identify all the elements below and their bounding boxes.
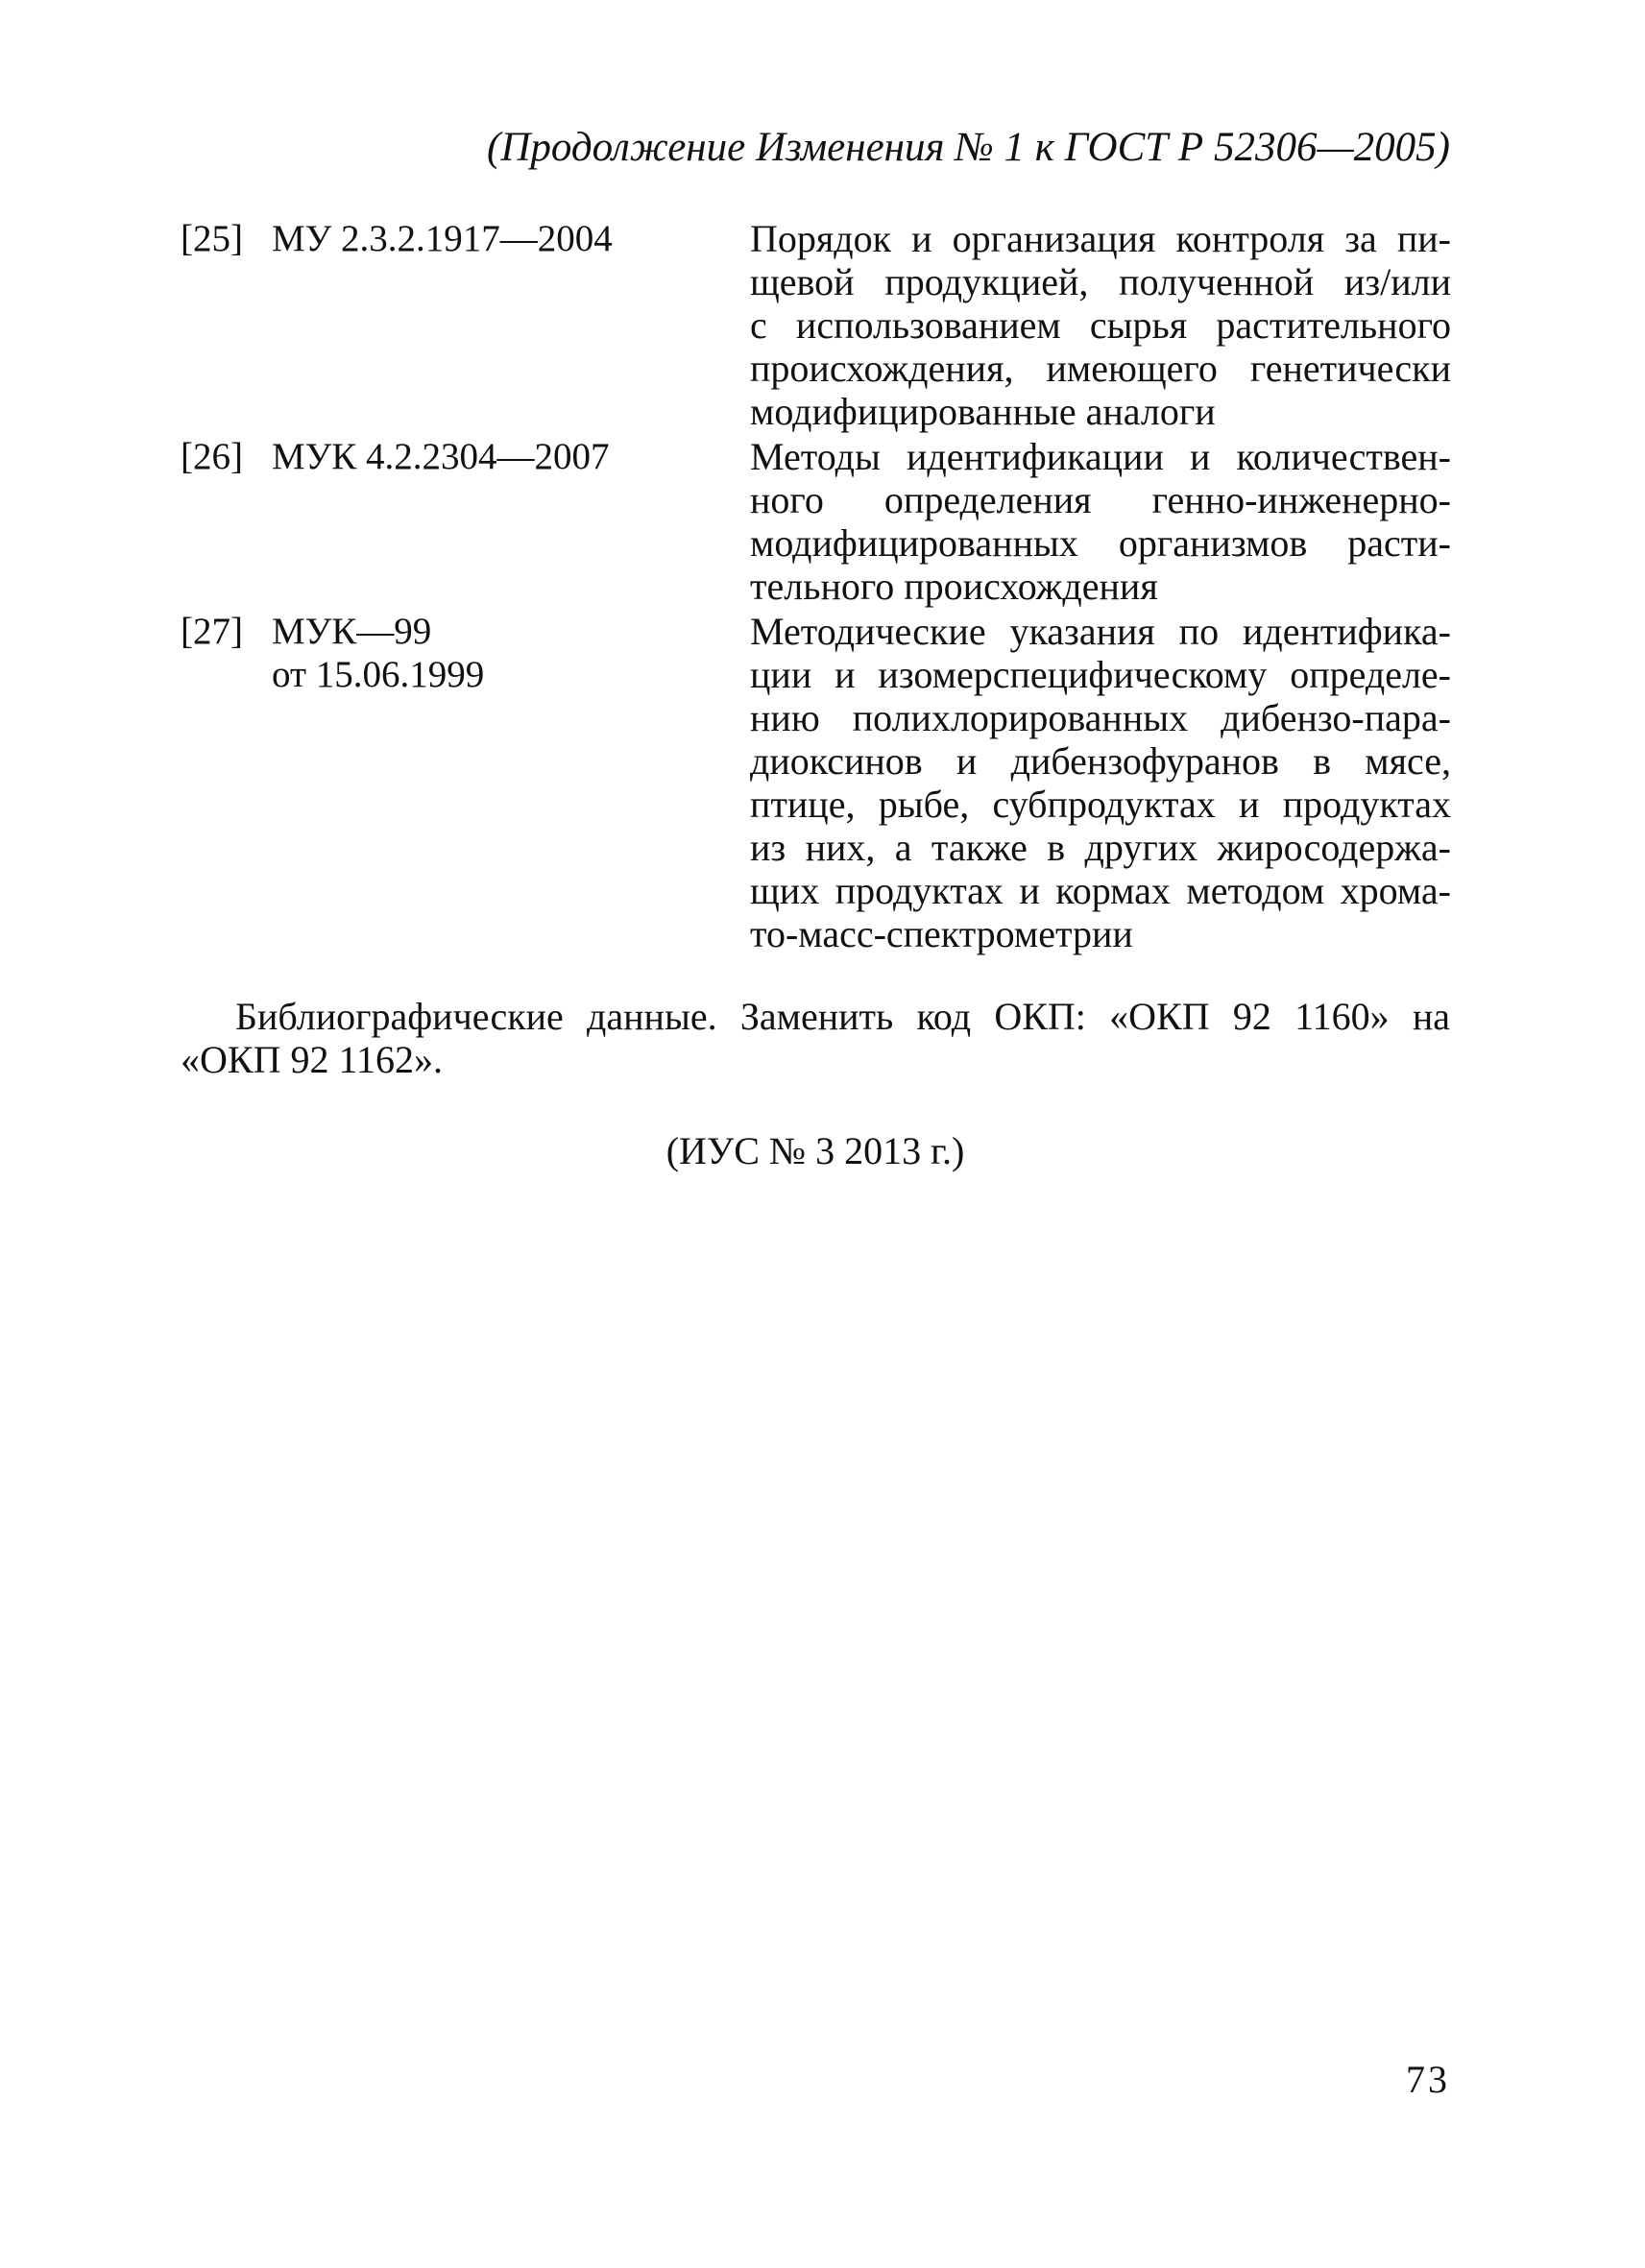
reference-list <box>181 217 1458 957</box>
description-line: нию полихлорированных дибензо-пара- <box>750 696 1451 739</box>
reference-number: [25] <box>181 218 243 259</box>
reference-description <box>750 435 1451 608</box>
description-line: Порядок и организация контроля за пи- <box>750 217 1451 260</box>
description-line: модифицированные аналоги <box>750 390 1216 433</box>
description-line: Методы идентификации и количествен- <box>750 435 1451 478</box>
description-line: ного определения генно-инженерно- <box>750 478 1451 521</box>
description-line: щих продуктах и кормах методом хрома- <box>750 869 1451 912</box>
description-line: птице, рыбе, субпродуктах и продуктах <box>750 783 1451 826</box>
reference-code <box>272 217 750 260</box>
reference-code-line: МУ 2.3.2.1917—2004 <box>272 218 613 259</box>
description-line: модифицированных организмов расти- <box>750 521 1451 565</box>
description-line: щевой продукцией, полученной из/или <box>750 260 1451 303</box>
reference-code <box>272 610 750 696</box>
description-line: с использованием сырья растительного <box>750 303 1451 347</box>
reference-code <box>272 435 750 478</box>
reference-description <box>750 217 1451 433</box>
description-line: тельного происхождения <box>750 565 1158 608</box>
reference-code-line: от 15.06.1999 <box>272 654 485 695</box>
description-line: ции и изомерспецифическому определе- <box>750 653 1451 696</box>
description-line: из них, а также в других жиросодержа- <box>750 826 1451 869</box>
reference-description <box>750 610 1451 955</box>
reference-code-line: МУК 4.2.2304—2007 <box>272 436 610 477</box>
ius-reference: (ИУС № 3 2013 г.) <box>665 1129 965 1172</box>
reference-code-line: МУК—99 <box>272 611 432 652</box>
reference-25 <box>181 217 1458 433</box>
bibliographic-line: Библиографические данные. Заменить код ОКП: «ОКП 92 1160» на <box>235 995 1450 1038</box>
description-line: то-масс-спектрометрии <box>750 912 1133 955</box>
description-line: происхождения, имеющего генетически <box>750 347 1451 390</box>
description-line: Методические указания по идентифика- <box>750 610 1451 653</box>
page-number: 73 <box>1406 2058 1450 2101</box>
reference-27 <box>181 610 1458 955</box>
description-line: диоксинов и дибензофуранов в мясе, <box>750 739 1451 783</box>
reference-number: [27] <box>181 611 243 652</box>
reference-26 <box>181 435 1458 608</box>
bibliographic-data <box>181 995 1450 1081</box>
reference-number: [26] <box>181 436 243 477</box>
bibliographic-line: «ОКП 92 1162». <box>181 1038 443 1081</box>
continuation-header: (Продолжение Изменения № 1 к ГОСТ Р 52306—2005) <box>487 125 1450 170</box>
